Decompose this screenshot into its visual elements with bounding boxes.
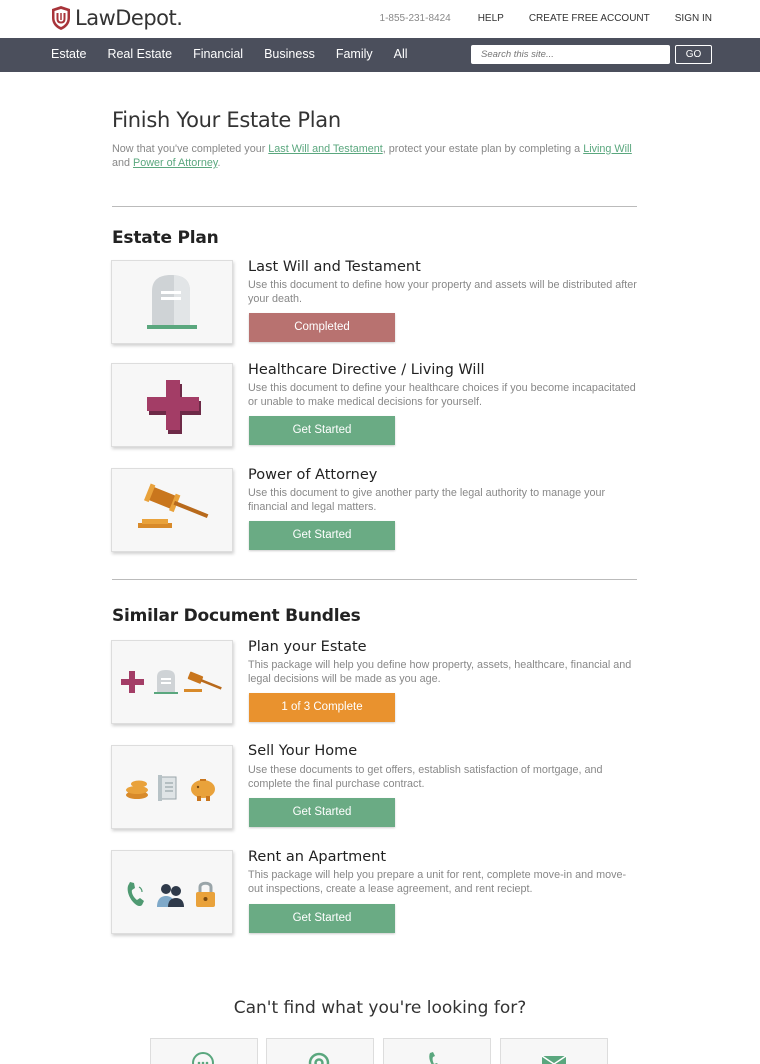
divider — [112, 579, 637, 580]
nav-item-estate[interactable]: Estate — [51, 47, 87, 61]
plan-estate-card[interactable] — [111, 640, 233, 724]
plan-estate-progress-button[interactable]: 1 of 3 Complete — [249, 693, 395, 722]
sell-home-title[interactable]: Sell Your Home — [248, 743, 358, 759]
tombstone-icon — [112, 261, 234, 345]
chat-icon — [191, 1051, 219, 1064]
last-will-card[interactable] — [111, 260, 233, 344]
completed-button[interactable]: Completed — [249, 313, 395, 342]
rent-apartment-desc: This package will help you prepare a unit for rent, complete move-in and move-out inspections, create a lease agreement, and rent reciept. — [248, 869, 627, 895]
help-heading: Can't find what you're looking for? — [233, 998, 527, 1018]
healthcare-title[interactable]: Healthcare Directive / Living Will — [248, 362, 485, 378]
intro-text — [112, 142, 642, 170]
power-of-attorney-card[interactable] — [111, 468, 233, 552]
sign-in-link[interactable]: SIGN IN — [674, 13, 712, 24]
search-go-button[interactable]: GO — [675, 45, 712, 64]
plan-estate-title[interactable]: Plan your Estate — [248, 639, 367, 655]
email-contact-box[interactable] — [266, 1038, 374, 1064]
last-will-title[interactable]: Last Will and Testament — [248, 259, 421, 275]
link-power-of-attorney[interactable]: Power of Attorney — [133, 157, 218, 169]
bundles-heading: Similar Document Bundles — [112, 606, 361, 626]
divider — [112, 206, 637, 207]
nav-item-financial[interactable]: Financial — [193, 47, 244, 61]
rent-apartment-card[interactable] — [111, 850, 233, 934]
power-of-attorney-desc: Use this document to give another party the legal authority to manage your financial and legal matters. — [248, 487, 606, 513]
plan-estate-desc: This package will help you define how property, assets, healthcare, financial and legal decisions will be made as you age. — [248, 659, 632, 685]
search-input[interactable] — [471, 45, 670, 64]
phone-number[interactable]: 1-855-231-8424 — [379, 13, 451, 24]
nav-item-business[interactable]: Business — [264, 47, 315, 61]
lawdepot-logo[interactable] — [51, 5, 182, 31]
chat-contact-box[interactable] — [150, 1038, 258, 1064]
last-will-desc: Use this document to define how your property and assets will be distributed after your death. — [248, 279, 637, 305]
shield-logo-icon — [51, 5, 71, 31]
healthcare-card[interactable] — [111, 363, 233, 447]
healthcare-desc: Use this document to define your healthcare choices if you become incapacitated or unable to make medical decisions for yourself. — [248, 382, 636, 408]
sell-home-get-started-button[interactable]: Get Started — [249, 798, 395, 827]
envelope-icon — [541, 1051, 569, 1064]
intro-text-part: Now that you've completed your — [112, 143, 269, 155]
rent-apartment-get-started-button[interactable]: Get Started — [249, 904, 395, 933]
phone-contact-box[interactable] — [383, 1038, 491, 1064]
power-of-attorney-get-started-button[interactable]: Get Started — [249, 521, 395, 550]
estate-plan-heading: Estate Plan — [112, 228, 219, 248]
rent-apartment-bundle-icons — [112, 851, 234, 935]
main-nav — [0, 38, 760, 72]
phone-icon — [424, 1051, 452, 1064]
sell-home-card[interactable] — [111, 745, 233, 829]
nav-item-all[interactable]: All — [393, 47, 408, 61]
intro-text-part: . — [217, 157, 221, 169]
nav-item-family[interactable]: Family — [335, 47, 373, 61]
link-living-will[interactable]: Living Will — [583, 143, 632, 155]
estate-bundle-icons — [112, 641, 234, 725]
medical-cross-icon — [112, 364, 234, 448]
link-last-will[interactable]: Last Will and Testament — [268, 143, 383, 155]
at-sign-icon — [307, 1051, 335, 1064]
gavel-icon — [112, 469, 234, 553]
rent-apartment-title[interactable]: Rent an Apartment — [248, 849, 387, 865]
logo-text: LawDepot. — [75, 6, 183, 30]
intro-text-part: and — [112, 157, 134, 169]
page-title: Finish Your Estate Plan — [112, 108, 341, 132]
create-account-link[interactable]: CREATE FREE ACCOUNT — [528, 13, 650, 24]
nav-item-real-estate[interactable]: Real Estate — [107, 47, 173, 61]
help-link[interactable]: HELP — [477, 13, 504, 24]
sell-home-desc: Use these documents to get offers, establish satisfaction of mortgage, and complete the final purchase contract. — [248, 764, 603, 790]
top-header — [0, 0, 760, 38]
healthcare-get-started-button[interactable]: Get Started — [249, 416, 395, 445]
intro-text-part: , protect your estate plan by completing a — [382, 143, 584, 155]
sell-home-bundle-icons — [112, 746, 234, 830]
mail-contact-box[interactable] — [500, 1038, 608, 1064]
power-of-attorney-title[interactable]: Power of Attorney — [248, 467, 378, 483]
